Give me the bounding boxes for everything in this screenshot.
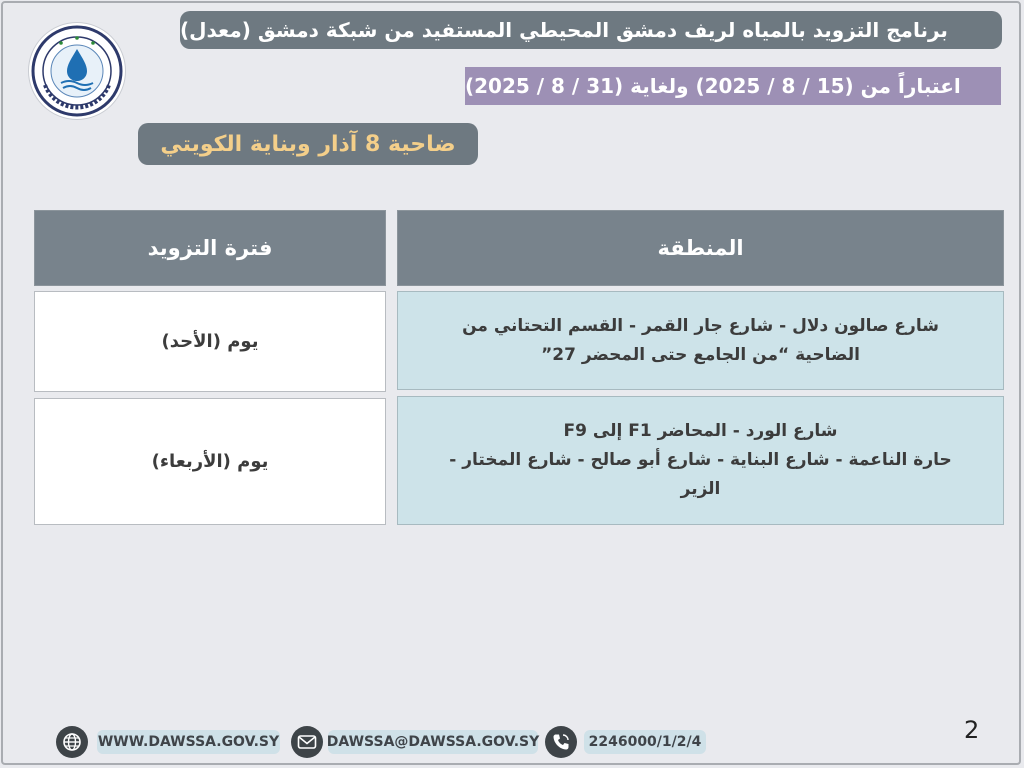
- row-2-area-line-1: شارع الورد - المحاضر F1 إلى F9: [563, 421, 838, 441]
- table-header-area: [397, 210, 1004, 286]
- row-2-period-label: يوم (الأربعاء): [151, 451, 269, 472]
- program-title-bar: [180, 11, 1002, 49]
- row-2-area-line-2: حارة الناعمة - شارع البناية - شارع أبو صالح - شارع المختار -: [449, 450, 952, 470]
- table-row-1-period: [34, 291, 386, 392]
- website-link[interactable]: WWW.DAWSSA.GOV.SY: [97, 730, 280, 754]
- header-period-label: فترة التزويد: [147, 236, 273, 260]
- table-header-period: [34, 210, 386, 286]
- email-link[interactable]: DAWSSA@DAWSSA.GOV.SY: [328, 730, 538, 754]
- globe-icon: [56, 726, 88, 758]
- area-name: ضاحية 8 آذار وبناية الكويتي: [160, 131, 456, 157]
- row-1-area-line-1: شارع صالون دلال - شارع جار القمر - القسم التحتاني من: [462, 315, 939, 336]
- phone-number[interactable]: 2246000/1/2/4: [584, 730, 706, 754]
- water-drop-emblem-icon: [31, 25, 123, 117]
- page-number: 2: [964, 716, 980, 744]
- row-1-area-line-2: الضاحية “من الجامع حتى المحضر 27”: [541, 344, 860, 365]
- program-title: برنامج التزويد بالمياه لريف دمشق المحيطي المستفيد من شبكة دمشق (معدل): [180, 18, 948, 42]
- phone-icon: [545, 726, 577, 758]
- organization-logo: [28, 22, 126, 120]
- date-range: اعتباراً من (15 / 8 / 2025) ولغاية (31 / 8 / 2025): [465, 74, 961, 98]
- table-row-1-area: [397, 291, 1004, 390]
- row-2-area-line-3: الزير: [680, 479, 721, 499]
- footer-contacts: [0, 726, 1024, 762]
- mail-icon: [291, 726, 323, 758]
- table-row-2-period: [34, 398, 386, 525]
- row-1-period-label: يوم (الأحد): [161, 331, 259, 352]
- date-range-bar: [465, 67, 1001, 105]
- area-name-pill: [138, 123, 478, 165]
- table-row-2-area: [397, 396, 1004, 525]
- header-area-label: المنطقة: [657, 236, 744, 260]
